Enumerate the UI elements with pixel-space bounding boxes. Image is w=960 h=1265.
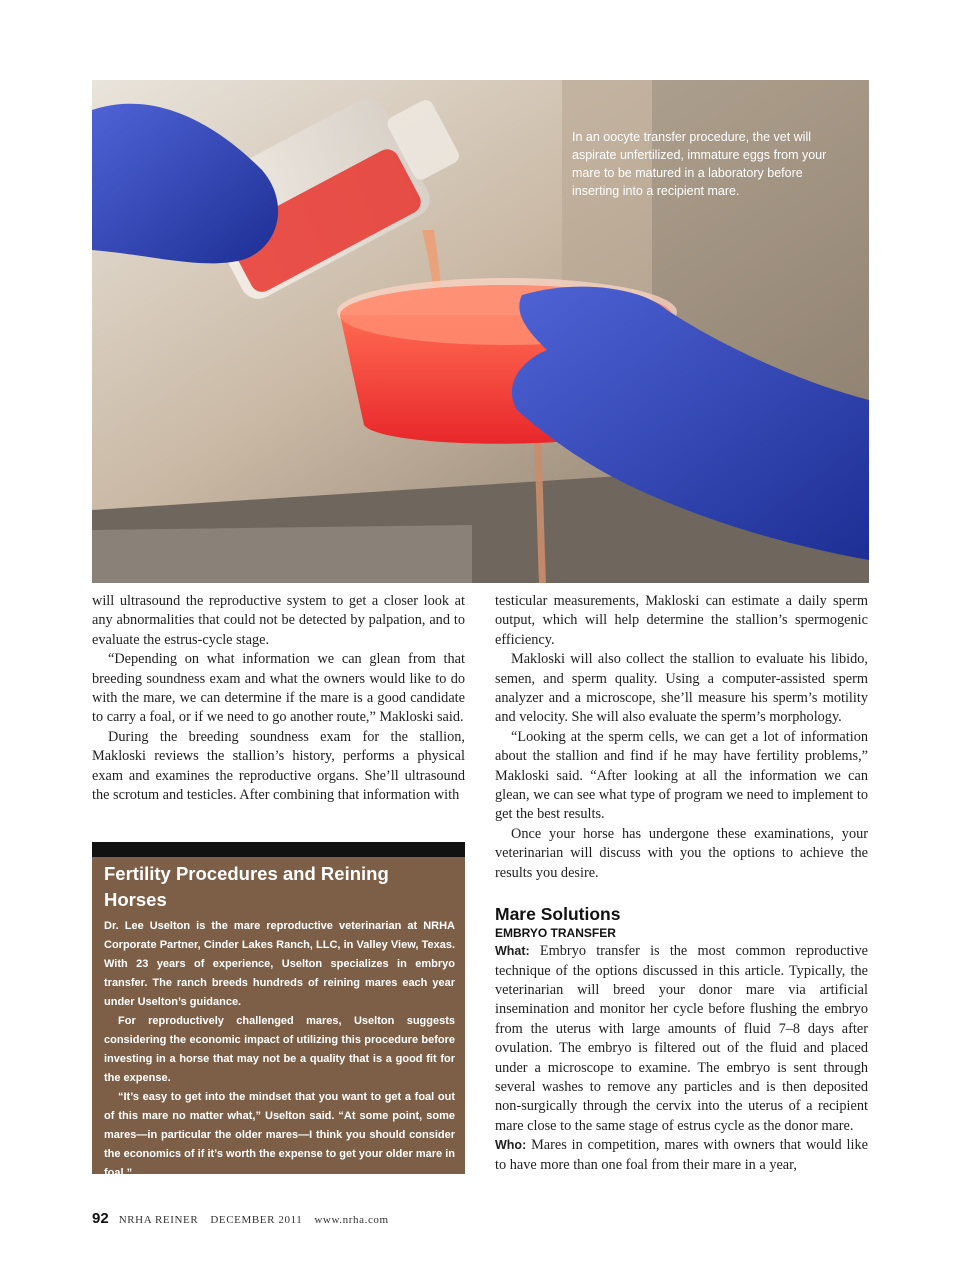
sidebar-title: Fertility Procedures and Reining Horses: [104, 863, 389, 910]
left-column: [92, 592, 465, 805]
sidebar-paragraph-2: For reproductively challenged mares, Uselton suggests considering the economic impact of utilizing this procedure before investing in a horse that may not be a quality that is a good fit for the expense.: [104, 1015, 455, 1084]
issue-date: DECEMBER 2011: [210, 1214, 303, 1226]
left-paragraph-3: During the breeding soundness exam for the stallion, Makloski reviews the stallion’s history, performs a physical exam and examines the reproductive organs. She’ll ultrasound the scrotum and testicles. After combining that information with: [92, 728, 465, 804]
sidebar-text: [104, 917, 455, 1240]
sidebar-top-bar: [92, 842, 465, 857]
lab-photo: [92, 80, 869, 583]
right-column: [495, 592, 868, 1175]
what-paragraph: [495, 942, 868, 1136]
sidebar-paragraph-3: “It’s easy to get into the mindset that you want to get a foal out of this mare no matter what,” Uselton said. “At some point, some mares—in particular the older mares—I think you should consider the economics of if it’s worth the expense to get your older mare in foal.”: [104, 1091, 455, 1179]
who-paragraph: [495, 1136, 868, 1175]
who-text: Mares in competition, mares with owners that would like to have more than one foal from their mare in a year,: [495, 1137, 868, 1173]
right-paragraph-4: Once your horse has undergone these examinations, your veterinarian will discuss with you the options to achieve the results you desire.: [495, 825, 868, 881]
website-link[interactable]: www.nrha.com: [314, 1214, 389, 1226]
page-number: 92: [92, 1210, 109, 1227]
what-text: Embryo transfer is the most common reproductive technique of the options discussed in this article. Typically, the veterinarian will breed your donor mare via artificial insemination and monitor her cycle before flushing the embryo from the uterus with large amounts of fluid 7–8 days after ovulation. The embryo is filtered out of the fluid and placed under a microscope to examine. The embryo is sent through several washes to remove any particles and is then deposited non-surgically through the cervix into the uterus of a recipient mare close to the same stage of estrus cycle as the donor mare.: [495, 943, 868, 1134]
what-label: What:: [495, 944, 530, 959]
who-label: Who:: [495, 1138, 527, 1153]
right-paragraph-1: testicular measurements, Makloski can estimate a daily sperm output, which will help determine the stallion’s spermogenic efficiency.: [495, 593, 868, 648]
right-paragraph-3: “Looking at the sperm cells, we can get a lot of information about the stallion and find if he may have fertility problems,” Makloski said. “After looking at all the information we can glean, we can see what type of program we need to implement to get the best results.: [495, 728, 868, 823]
publication-name: NRHA REINER: [118, 1214, 199, 1226]
sidebar-paragraph-1: Dr. Lee Uselton is the mare reproductive veterinarian at NRHA Corporate Partner, Cinder Lakes Ranch, LLC, in Valley View, Texas. With 23 years of experience, Uselton specializes in embryo transfer. The ranch breeds hundreds of reining mares each year under Uselton’s guidance.: [104, 920, 455, 1008]
sidebar-paragraph-4: Uselton says advanced fertility treatments are ideal for outstanding mares. For more information about Cinder Lakes Ranch, go to cinderlakesranch.com.: [104, 1186, 455, 1236]
section-subheading: EMBRYO TRANSFER: [495, 926, 616, 941]
section-heading: Mare Solutions: [495, 904, 621, 925]
right-paragraph-2: Makloski will also collect the stallion to evaluate his libido, semen, and sperm quality. Using a computer-assisted sperm analyzer and a microscope, she’ll measure his sperm’s motility and velocity. She will also evaluate the sperm’s morphology.: [495, 651, 868, 726]
page-footer: [92, 1210, 389, 1227]
left-paragraph-1: will ultrasound the reproductive system to get a closer look at any abnormalities that could not be detected by palpation, and to evaluate the estrus-cycle stage.: [92, 593, 465, 648]
left-paragraph-2: “Depending on what information we can glean from that breeding soundness exam and what the owners would like to do with the mare, we can determine if the mare is a good candidate to carry a foal, or if we need to go another route,” Makloski said.: [92, 651, 465, 726]
photo-caption: In an oocyte transfer procedure, the vet will aspirate unfertilized, immature eggs from your mare to be matured in a laboratory before inserting into a recipient mare.: [572, 130, 827, 198]
